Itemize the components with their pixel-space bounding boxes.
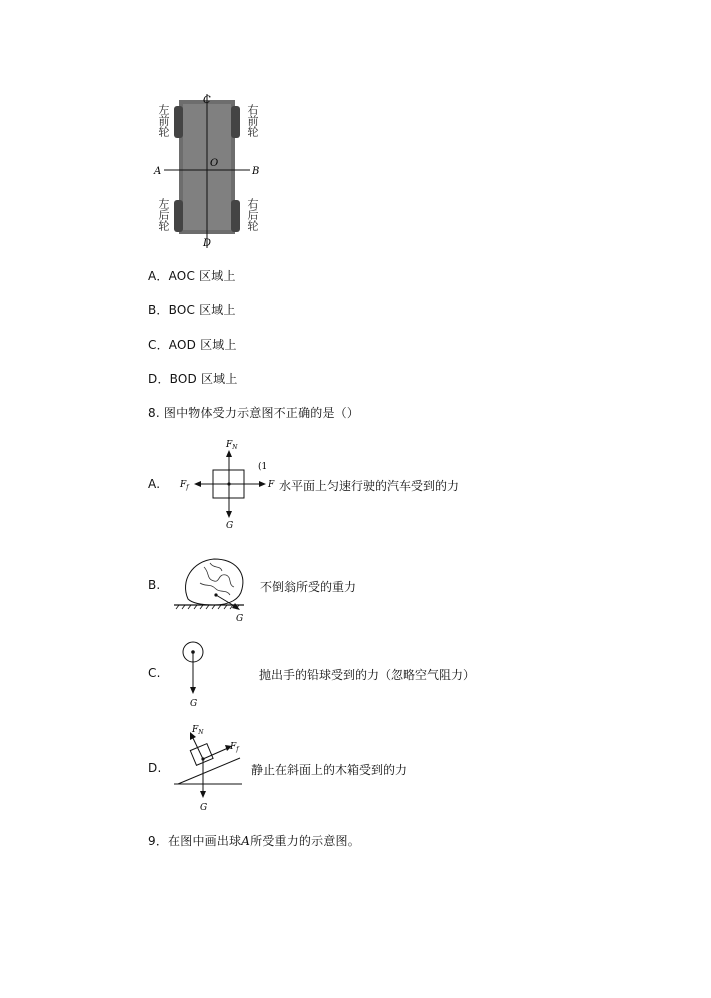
q8-option-c-text: 抛出手的铅球受到的力（忽略空气阻力）: [259, 668, 476, 682]
point-o-label: O: [210, 158, 219, 169]
force-g-label: G: [226, 521, 234, 531]
force-fn-label: $F_N$: [226, 440, 238, 451]
q7-option-d: [148, 370, 238, 387]
incline-slope: [178, 758, 240, 784]
wheel-left-front: [174, 106, 183, 138]
force-ff-arrow: [194, 481, 201, 487]
force-g-arrow-b: [232, 603, 240, 610]
force-f-arrow: [259, 481, 266, 487]
point-b-label: B: [252, 166, 260, 177]
q7-option-d-letter: D．: [148, 372, 170, 386]
q8-option-b-diagram: [170, 553, 260, 625]
wheel-right-front: [231, 106, 240, 138]
q7-option-b-letter: B．: [148, 303, 169, 317]
q7-option-d-text: BOD 区域上: [169, 372, 238, 386]
force-ff-label: $F_f$: [180, 480, 189, 491]
q8-option-b-svg: [170, 553, 260, 625]
force-g-arrow-c: [190, 687, 196, 694]
force-g-arrow: [226, 511, 232, 518]
q7-option-c-text: AOD 区域上: [168, 338, 237, 352]
q8-option-d-text: 静止在斜面上的木箱受到的力: [251, 763, 408, 777]
q8-option-a-svg: [178, 436, 278, 532]
q8-option-c-letter: C.: [148, 666, 161, 680]
q9-pre: 在图中画出球: [168, 834, 242, 848]
force-g-arrow-d: [200, 791, 206, 798]
q9-post: 所受重力的示意图。: [250, 834, 360, 848]
force-fn-arrow: [226, 450, 232, 457]
wheel-right-rear: [231, 200, 240, 232]
q8-option-b-letter: B.: [148, 578, 161, 592]
label-left-front: 左前轮: [157, 104, 170, 137]
q8-option-a-text: 水平面上匀速行驶的汽车受到的力: [279, 479, 460, 493]
q9-number: 9．: [148, 834, 169, 848]
point-a-label: A: [154, 166, 162, 177]
q9-stem: [148, 832, 360, 849]
q7-option-b: [148, 301, 236, 318]
stray-mark: (1: [258, 462, 268, 472]
crate: [190, 744, 213, 766]
force-g-label-c: G: [190, 699, 198, 709]
point-c-label: C: [203, 95, 211, 106]
label-left-rear: 左后轮: [157, 198, 170, 231]
force-g-label-b: G: [236, 614, 244, 624]
label-right-front: 右前轮: [246, 104, 259, 137]
q8-option-c-diagram: [178, 638, 212, 710]
q7-option-a: [148, 267, 236, 284]
q8-option-a-letter: A.: [148, 477, 161, 491]
q8-option-d-svg: [170, 722, 250, 814]
force-g-label-d: G: [200, 803, 208, 813]
force-f-label: F: [268, 480, 275, 490]
q8-option-b-text: 不倒翁所受的重力: [260, 580, 357, 594]
q7-option-c: [148, 336, 237, 353]
force-fn-label-d: $F_N$: [192, 725, 204, 736]
q9-ball: A: [241, 834, 251, 848]
q8-stem: 8. 图中物体受力示意图不正确的是（）: [148, 406, 360, 420]
q7-option-a-letter: A．: [148, 269, 169, 283]
q8-option-d-letter: D.: [148, 761, 162, 775]
q7-option-a-text: AOC 区域上: [168, 269, 236, 283]
q8-option-a-diagram: [178, 436, 278, 532]
label-right-rear: 右后轮: [246, 198, 259, 231]
q8-option-d-diagram: [170, 722, 250, 814]
point-d-label: D: [203, 238, 212, 249]
wheel-left-rear: [174, 200, 183, 232]
force-ff-label-d: $F_f$: [230, 742, 239, 753]
q7-option-c-letter: C．: [148, 338, 169, 352]
q8-option-c-svg: [178, 638, 212, 710]
q7-option-b-text: BOC 区域上: [168, 303, 236, 317]
